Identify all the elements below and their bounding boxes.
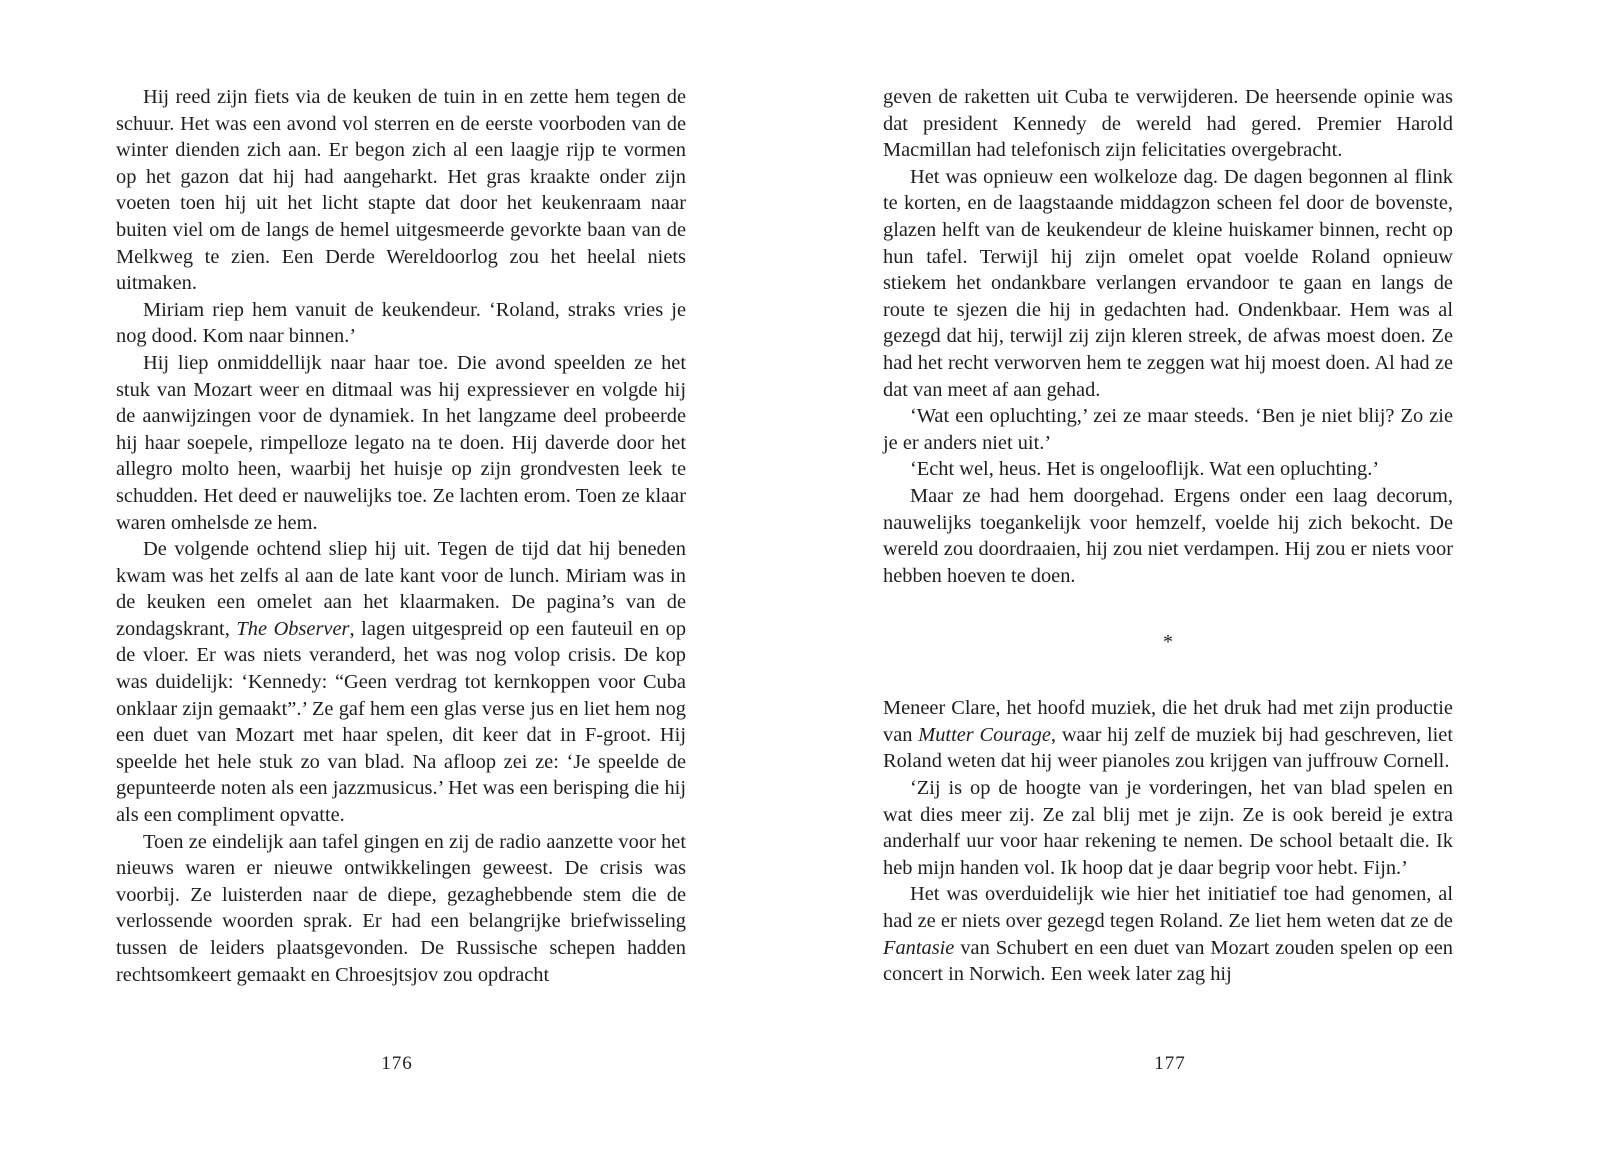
paragraph: [883, 403, 1453, 456]
paragraph: [883, 456, 1453, 483]
text-run: Hij reed zijn fiets via de keuken de tuin in en zette hem tegen de schuur. Het was een avond vol sterren en de eerste voorboden van de winter dienden zich aan. Er begon zich al een laagje rijp te vormen op het gazon dat hij had aangeharkt. Het gras kraakte onder zijn voeten toen hij uit het licht stapte dat door het keukenraam naar buiten viel om de langs de hemel uitgesmeerde gevorkte baan van de Melkweg te zien. Een Derde Wereldoorlog zou het heelal niets uitmaken.: [116, 86, 686, 295]
section-after-break: [883, 695, 1453, 988]
text-run: Maar ze had hem doorgehad. Ergens onder een laag decorum, nauwelijks toegankelijk voor hemzelf, voelde hij zich bekocht. De wereld zou doordraaien, hij zou niet verdampen. Hij zou er niets voor hebben hoeven te doen.: [883, 484, 1453, 587]
paragraph: [116, 536, 686, 829]
paragraph: [883, 164, 1453, 403]
paragraph: [116, 829, 686, 989]
text-run: , waar hij zelf de muziek bij had geschreven, liet Roland weten dat hij weer pianoles zou krijgen van juffrouw Cornell.: [883, 723, 1453, 773]
page-number-right: 177: [1154, 1053, 1186, 1074]
italic-title: The Observer: [236, 617, 350, 640]
left-page-text: [116, 84, 686, 988]
text-run: van Schubert en een duet van Mozart zouden spelen op een concert in Norwich. Een week later zag hij: [883, 936, 1453, 986]
text-run: Toen ze eindelijk aan tafel gingen en zij de radio aanzette voor het nieuws waren er nieuwe ontwikkelingen geweest. De crisis was voorbij. Ze luisterden naar de diepe, gezaghebbende stem die de verlossende woorden sprak. Er had een belangrijke briefwisseling tussen de leiders plaatsgevonden. De Russische schepen hadden rechtsomkeert gemaakt en Chroesjtsjov zou opdracht: [116, 830, 686, 986]
text-run: ‘Zij is op de hoogte van je vorderingen, het van blad spelen en wat dies meer zij. Ze zal blij met je zijn. Ze is ook bereid je extra anderhalf uur voor haar rekening te nemen. De school betaalt die. Ik heb mijn handen vol. Ik hoop dat je daar begrip voor hebt. Fijn.’: [883, 777, 1453, 879]
text-run: De volgende ochtend sliep hij uit. Tegen de tijd dat hij beneden kwam was het zelfs al aan de late kant voor de lunch. Miriam was in de keuken een omelet aan het klaarmaken. De pagina’s van de zondagskrant,: [116, 538, 686, 640]
italic-title: Mutter Courage: [918, 723, 1051, 746]
page-number-left: 176: [381, 1053, 413, 1074]
paragraph: [116, 84, 686, 297]
paragraph: [883, 84, 1453, 164]
text-run: geven de raketten uit Cuba te verwijderen. De heersende opinie was dat president Kennedy de wereld had gered. Premier Harold Macmillan had telefonisch zijn felicitaties overgebracht.: [883, 86, 1453, 162]
text-run: Hij liep onmiddellijk naar haar toe. Die avond speelden ze het stuk van Mozart weer en ditmaal was hij expressiever en volgde hij de aanwijzingen voor de dynamiek. In het langzame deel probeerde hij haar soepele, rimpelloze legato na te doen. Hij daverde door het allegro molto heen, waarbij het huisje op zijn grondvesten leek te schudden. Het deed er nauwelijks toe. Ze lachten erom. Toen ze klaar waren omhelsde ze hem.: [116, 351, 686, 534]
paragraph: [883, 695, 1453, 775]
text-run: Meneer Clare, het hoofd muziek, die het druk had met zijn productie van: [883, 697, 1453, 746]
text-run: ‘Echt wel, heus. Het is ongelooflijk. Wat een opluchting.’: [910, 458, 1380, 481]
paragraph: [116, 297, 686, 350]
text-run: ‘Wat een opluchting,’ zei ze maar steeds. ‘Ben je niet blij? Zo zie je er anders niet uit.’: [883, 405, 1453, 454]
text-run: Het was opnieuw een wolkeloze dag. De dagen begonnen al flink te korten, en de laagstaande middagzon scheen fel door de bovenste, glazen helft van de keukendeur de kleine huiskamer binnen, recht op hun tafel. Terwijl hij zijn omelet opat voelde Roland opnieuw stiekem het ondankbare verlangen ervandoor te gaan en langs de route te sjezen die hij in gedachten had. Ondenkbaar. Hem was al gezegd dat hij, terwijl zij zijn kleren streek, de afwas moest doen. Ze had het recht verworven hem te zeggen wat hij moest doen. Al had ze dat van meet af aan gehad.: [883, 165, 1453, 401]
paragraph: [116, 350, 686, 536]
paragraph: [883, 881, 1453, 987]
text-run: , lagen uitgespreid op een fauteuil en op de vloer. Er was niets veranderd, het was nog volop crisis. De kop was duidelijk: ‘Kennedy: “Geen verdrag tot kernkoppen voor Cuba onklaar zijn gemaakt”.’ Ze gaf hem een glas verse jus en liet hem nog een duet van Mozart met haar spelen, dit keer dat in F-groot. Hij speelde het hele stuk zo van blad. Na afloop zei ze: ‘Je speelde de gepunteerde noten als een jazzmusicus.’ Het was een berisping die hij als een compliment opvatte.: [116, 617, 687, 827]
paragraph: [883, 775, 1453, 881]
section-break: *: [1163, 631, 1173, 654]
italic-title: Fantasie: [883, 936, 955, 959]
right-page-text: [883, 84, 1453, 988]
paragraph: [883, 483, 1453, 589]
text-run: Miriam riep hem vanuit de keukendeur. ‘Roland, straks vries je nog dood. Kom naar binnen.’: [116, 298, 686, 348]
text-run: Het was overduidelijk wie hier het initiatief toe had genomen, al had ze er niets over gezegd tegen Roland. Ze liet hem weten dat ze de: [883, 883, 1453, 933]
section-before-break: [883, 84, 1453, 589]
